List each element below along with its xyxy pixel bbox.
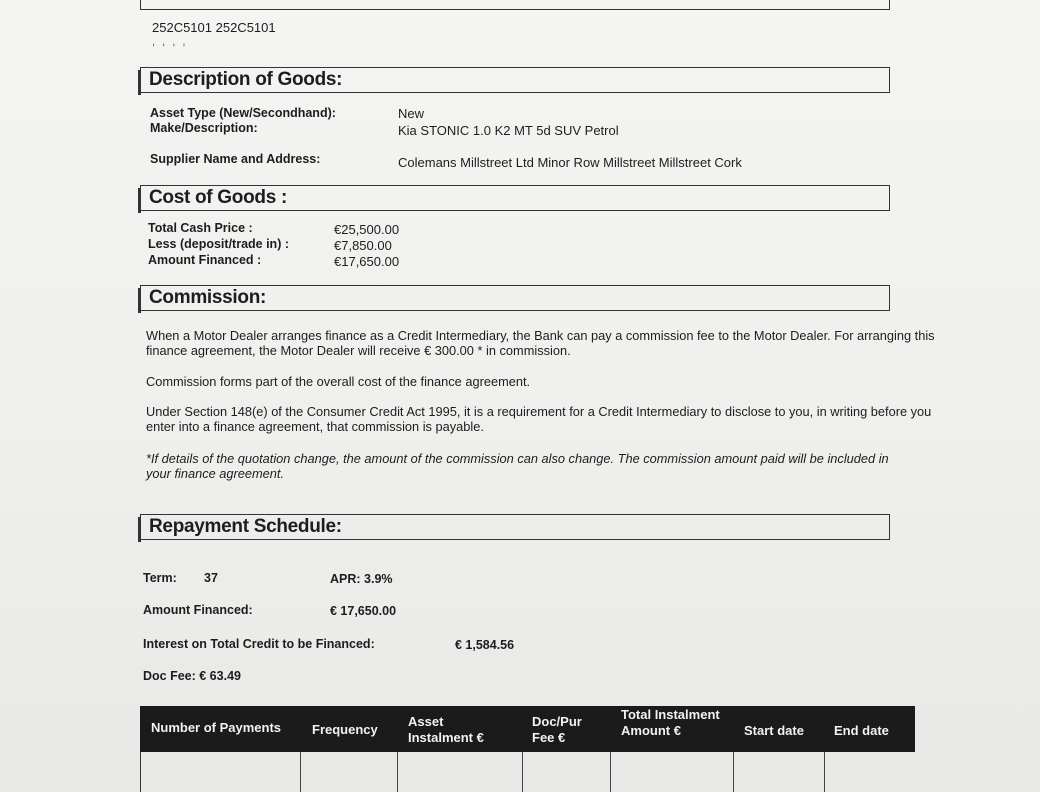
- term-value: 37: [204, 571, 218, 585]
- th-number-of-payments: Number of Payments: [151, 720, 282, 735]
- amount-financed-value: € 17,650.00: [330, 604, 397, 618]
- commission-paragraph-2: Commission forms part of the overall cost of the finance agreement.: [146, 374, 531, 389]
- asset-type-label: Asset Type (New/Secondhand):: [150, 106, 336, 120]
- make-label: Make/Description:: [150, 121, 258, 135]
- table-divider: [397, 752, 398, 792]
- cost-heading: Cost of Goods :: [140, 185, 890, 211]
- interest-label: Interest on Total Credit to be Financed:: [143, 637, 375, 651]
- table-divider: [522, 752, 523, 792]
- doc-fee: Doc Fee: € 63.49: [143, 669, 241, 683]
- term-label: Term:: [143, 571, 177, 585]
- commission-paragraph-3: Under Section 148(e) of the Consumer Credit Act 1995, it is a requirement for a Credit Intermediary to disclose to you, in writing before you enter into a finance agreement, that commission is payable.: [146, 404, 932, 434]
- cost-value-financed: €17,650.00: [334, 254, 400, 269]
- table-divider: [733, 752, 734, 792]
- description-heading: Description of Goods:: [140, 67, 890, 93]
- cost-label-total: Total Cash Price :: [148, 221, 253, 235]
- commission-paragraph-1: When a Motor Dealer arranges finance as a Credit Intermediary, the Bank can pay a commission fee to the Motor Dealer. For arranging this finance agreement, the Motor Dealer will receive € 300.00 * in commission.: [146, 328, 935, 358]
- commission-heading: Commission:: [140, 285, 890, 311]
- th-start-date: Start date: [744, 723, 804, 738]
- customer-name-address-box: [140, 0, 890, 10]
- table-divider: [300, 752, 301, 792]
- table-divider: [610, 752, 611, 792]
- cost-label-deposit: Less (deposit/trade in) :: [148, 237, 289, 251]
- cost-value-total: €25,500.00: [334, 222, 400, 237]
- th-end-date: End date: [834, 723, 889, 738]
- cost-value-deposit: €7,850.00: [334, 238, 392, 253]
- make-value: Kia STONIC 1.0 K2 MT 5d SUV Petrol: [398, 123, 619, 138]
- th-doc-pur-fee: Doc/Pur Fee €: [532, 714, 582, 745]
- commission-footnote: *If details of the quotation change, the amount of the commission can also change. The commission amount paid will be included in your finance agreement.: [146, 451, 889, 481]
- supplier-label: Supplier Name and Address:: [150, 152, 321, 166]
- th-asset-instalment: Asset Instalment €: [408, 714, 484, 745]
- interest-value: € 1,584.56: [455, 638, 515, 652]
- supplier-value: Colemans Millstreet Ltd Minor Row Millstreet Millstreet Cork: [398, 155, 742, 170]
- schedule-table-header: [140, 706, 915, 752]
- apr-value: APR: 3.9%: [330, 572, 393, 586]
- table-divider: [824, 752, 825, 792]
- th-total-instalment: Total Instalment Amount €: [621, 707, 720, 738]
- customer-ids: 252C5101 252C5101: [152, 20, 276, 35]
- th-frequency: Frequency: [312, 722, 378, 737]
- amount-financed-label: Amount Financed:: [143, 603, 253, 617]
- asset-type-value: New: [398, 106, 425, 121]
- repayment-heading: Repayment Schedule:: [140, 514, 890, 540]
- schedule-table-body: [140, 752, 915, 792]
- cost-label-financed: Amount Financed :: [148, 253, 262, 267]
- customer-address-dots: , , , ,: [152, 36, 188, 48]
